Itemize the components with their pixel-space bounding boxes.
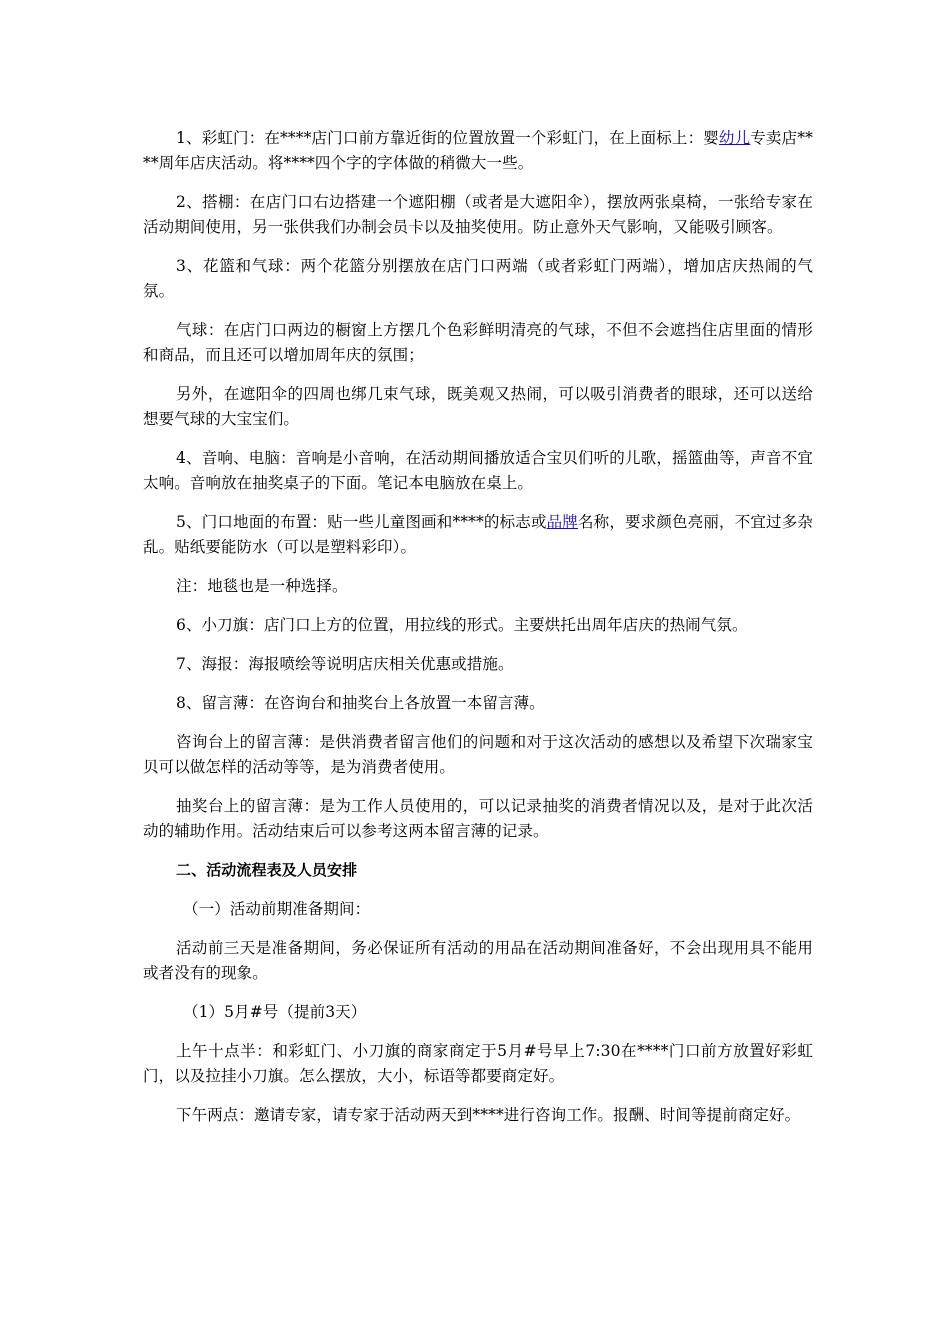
text-span: 下午两点：邀请专家，请专家于活动两天到****进行咨询工作。报酬、时间等提前商定好。	[176, 1106, 801, 1124]
link-brand[interactable]: 品牌	[546, 513, 578, 531]
paragraph-note-carpet	[143, 574, 813, 599]
paragraph-audio-computer	[143, 446, 813, 496]
paragraph-rainbow-arch	[143, 126, 813, 176]
date-heading	[143, 1000, 813, 1025]
text-span: 注：地毯也是一种选择。	[176, 577, 348, 595]
paragraph-preparation	[143, 936, 813, 986]
text-span: 4、音响、电脑：音响是小音响，在活动期间播放适合宝贝们听的儿歌，摇篮曲等，声音不宜太响。音响放在抽奖桌子的下面。笔记本电脑放在桌上。	[143, 449, 813, 492]
subsection-heading	[143, 897, 813, 922]
paragraph-posters	[143, 652, 813, 677]
paragraph-floor-layout	[143, 510, 813, 560]
link-toddler[interactable]: 幼儿	[718, 129, 751, 147]
text-span: 上午十点半：和彩虹门、小刀旗的商家商定于5月#号早上7:30在****门口前方放置好彩虹门，以及拉挂小刀旗。怎么摆放，大小，标语等都要商定好。	[143, 1042, 813, 1085]
paragraph-balloons	[143, 318, 813, 368]
document-page	[143, 126, 813, 1142]
paragraph-canopy	[143, 190, 813, 240]
text-span: 气球：在店门口两边的橱窗上方摆几个色彩鲜明清亮的气球，不但不会遮挡住店里面的情形和商品，而且还可以增加周年庆的氛围；	[143, 321, 813, 364]
text-span: 8、留言薄：在咨询台和抽奖台上各放置一本留言薄。	[176, 694, 545, 712]
paragraph-guestbook-consult	[143, 730, 813, 780]
paragraph-flags	[143, 613, 813, 638]
heading-text: 二、活动流程表及人员安排	[176, 861, 358, 879]
text-span: 专卖店****周年店庆活动。将****四个字的字体做的稍微大一些。	[143, 129, 813, 172]
text-span: 3、花篮和气球：两个花篮分别摆放在店门口两端（或者彩虹门两端），增加店庆热闹的气氛。	[143, 257, 813, 300]
text-span: 2、搭棚：在店门口右边搭建一个遮阳棚（或者是大遮阳伞），摆放两张桌椅，一张给专家在活动期间使用，另一张供我们办制会员卡以及抽奖使用。防止意外天气影响，又能吸引顾客。	[143, 193, 813, 236]
text-span: 咨询台上的留言薄：是供消费者留言他们的问题和对于这次活动的感想以及希望下次瑞家宝贝可以做怎样的活动等等，是为消费者使用。	[143, 733, 813, 776]
text-span: （一）活动前期准备期间：	[183, 900, 371, 918]
text-span: 活动前三天是准备期间，务必保证所有活动的用品在活动期间准备好，不会出现用具不能用或者没有的现象。	[143, 939, 813, 982]
text-span: 7、海报：海报喷绘等说明店庆相关优惠或措施。	[176, 655, 514, 673]
paragraph-guestbook-lottery	[143, 794, 813, 844]
text-span: 1、彩虹门：在****店门口前方靠近街的位置放置一个彩虹门，在上面标上：婴	[176, 129, 719, 147]
text-span: 5、门口地面的布置：贴一些儿童图画和****的标志或	[176, 513, 547, 531]
text-span: 抽奖台上的留言薄：是为工作人员使用的，可以记录抽奖的消费者情况以及，是对于此次活动的辅助作用。活动结束后可以参考这两本留言薄的记录。	[143, 797, 813, 840]
paragraph-guestbook	[143, 691, 813, 716]
paragraph-balloons-extra	[143, 382, 813, 432]
text-span: 6、小刀旗：店门口上方的位置，用拉线的形式。主要烘托出周年店庆的热闹气氛。	[176, 616, 748, 634]
paragraph-flower-baskets	[143, 254, 813, 304]
text-span: （1）5月#号（提前3天）	[183, 1003, 367, 1021]
section-heading	[143, 858, 813, 883]
paragraph-afternoon-schedule	[143, 1103, 813, 1128]
paragraph-morning-schedule	[143, 1039, 813, 1089]
text-span: 名称，要求颜色亮丽，不宜过多杂乱。贴纸要能防水（可以是塑料彩印）。	[143, 513, 813, 556]
text-span: 另外，在遮阳伞的四周也绑几束气球，既美观又热闹，可以吸引消费者的眼球，还可以送给想要气球的大宝宝们。	[143, 385, 813, 428]
